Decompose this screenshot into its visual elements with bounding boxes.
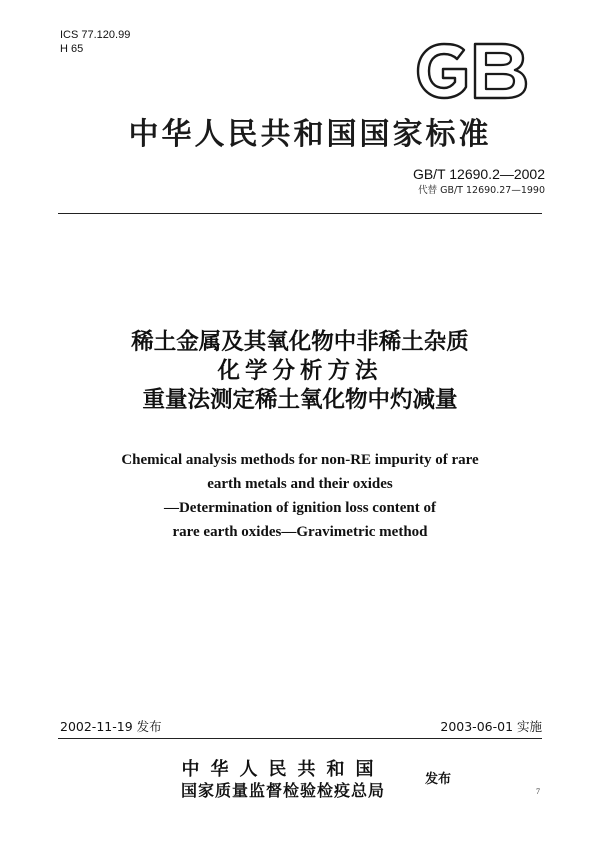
issue-date: 2002-11-19 发布 xyxy=(60,719,162,734)
top-divider xyxy=(58,213,542,214)
page-number: 7 xyxy=(536,787,540,796)
chinese-title-line-3: 重量法测定稀土氧化物中灼减量 xyxy=(142,387,458,413)
english-title-line-1: Chemical analysis methods for non-RE impurity of rare xyxy=(121,452,479,468)
publisher-line-1: 中华人民共和国 xyxy=(181,759,385,780)
english-title xyxy=(90,448,510,544)
english-title-line-2: earth metals and their oxides xyxy=(207,476,393,492)
publisher-line-2: 国家质量监督检验检疫总局 xyxy=(180,781,385,800)
implementation-date: 2003-06-01 实施 xyxy=(440,719,542,734)
replaces-standard: 代替 GB/T 12690.27—1990 xyxy=(418,185,545,196)
ics-code: ICS 77.120.99 xyxy=(60,29,131,41)
chinese-title-line-1: 稀土金属及其氧化物中非稀土杂质 xyxy=(131,329,469,355)
standard-code: GB/T 12690.2—2002 xyxy=(412,166,545,182)
english-title-line-4: rare earth oxides—Gravimetric method xyxy=(172,524,428,540)
chinese-title xyxy=(60,328,540,415)
chinese-title-line-2: 化学分析方法 xyxy=(217,358,383,384)
standard-type-title: 中华人民共和国国家标准 xyxy=(128,117,492,152)
ccs-code: H 65 xyxy=(60,43,84,55)
publisher-suffix: 发布 xyxy=(425,772,452,787)
bottom-divider xyxy=(58,738,542,739)
classification-block xyxy=(60,28,130,56)
gb-logo xyxy=(412,40,532,102)
english-title-line-3: —Determination of ignition loss content of xyxy=(163,500,437,516)
